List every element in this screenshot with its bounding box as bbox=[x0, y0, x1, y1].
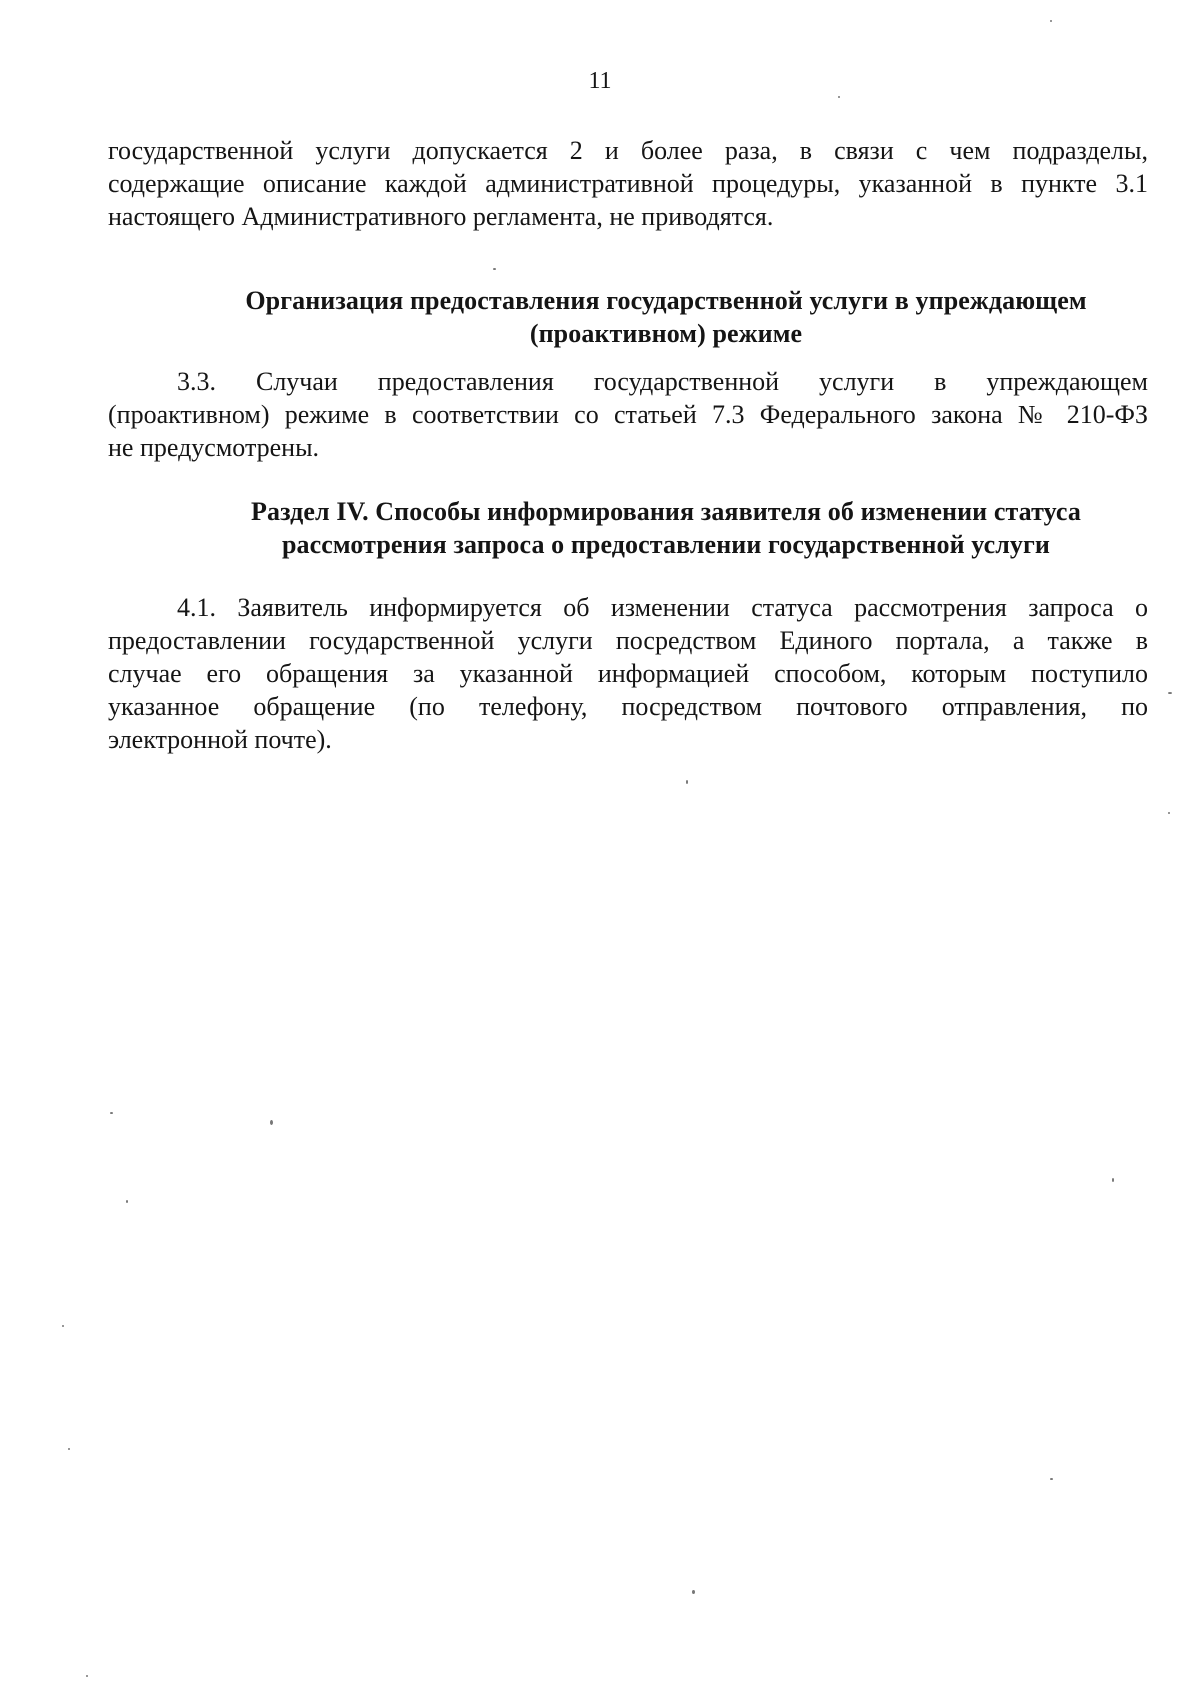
intro-paragraph bbox=[108, 134, 1148, 233]
scan-speck bbox=[110, 1112, 113, 1114]
scan-speck bbox=[692, 1590, 695, 1594]
paragraph-line: 4.1. Заявитель информируется об изменении статуса рассмотрения запроса о bbox=[177, 593, 1148, 622]
heading-line: (проактивном) режиме bbox=[529, 319, 803, 348]
scan-speck bbox=[838, 96, 840, 98]
page-number: 11 bbox=[588, 68, 612, 94]
scan-speck bbox=[62, 1325, 64, 1327]
scan-speck bbox=[68, 1448, 70, 1450]
scan-speck bbox=[1168, 692, 1172, 694]
paragraph-line: предоставлении государственной услуги посредством Единого портала, а также в bbox=[108, 626, 1148, 655]
paragraph-3-3 bbox=[108, 365, 1148, 464]
scan-speck bbox=[86, 1675, 88, 1677]
paragraph-4-1 bbox=[108, 591, 1148, 756]
paragraph-line: (проактивном) режиме в соответствии со статьей 7.3 Федерального закона № 210-ФЗ bbox=[108, 400, 1148, 429]
section-heading-proactive bbox=[108, 284, 1200, 350]
scan-speck bbox=[1050, 20, 1052, 22]
heading-line: Раздел IV. Способы информирования заявителя об изменении статуса bbox=[251, 497, 1081, 526]
heading-line: Организация предоставления государственной услуги в упреждающем bbox=[245, 286, 1087, 315]
paragraph-line: указанное обращение (по телефону, посредством почтового отправления, по bbox=[108, 692, 1148, 721]
intro-paragraph-line: настоящего Административного регламента, не приводятся. bbox=[108, 202, 774, 231]
scan-speck bbox=[1112, 1178, 1114, 1182]
scan-speck bbox=[1050, 1478, 1053, 1480]
intro-paragraph-line: государственной услуги допускается 2 и более раза, в связи с чем подразделы, bbox=[108, 136, 1148, 165]
paragraph-line: не предусмотрены. bbox=[108, 433, 320, 462]
scan-speck bbox=[270, 1120, 273, 1125]
section-heading-iv bbox=[108, 495, 1200, 561]
intro-paragraph-line: содержащие описание каждой административной процедуры, указанной в пункте 3.1 bbox=[108, 169, 1148, 198]
scan-speck bbox=[1168, 812, 1170, 814]
scan-speck bbox=[686, 780, 688, 784]
scan-speck bbox=[493, 268, 496, 270]
paragraph-line: случае его обращения за указанной информацией способом, которым поступило bbox=[108, 659, 1148, 688]
scan-speck bbox=[126, 1200, 128, 1203]
paragraph-line: 3.3. Случаи предоставления государственной услуги в упреждающем bbox=[177, 367, 1148, 396]
heading-line: рассмотрения запроса о предоставлении государственной услуги bbox=[281, 530, 1051, 559]
paragraph-line: электронной почте). bbox=[108, 725, 332, 754]
